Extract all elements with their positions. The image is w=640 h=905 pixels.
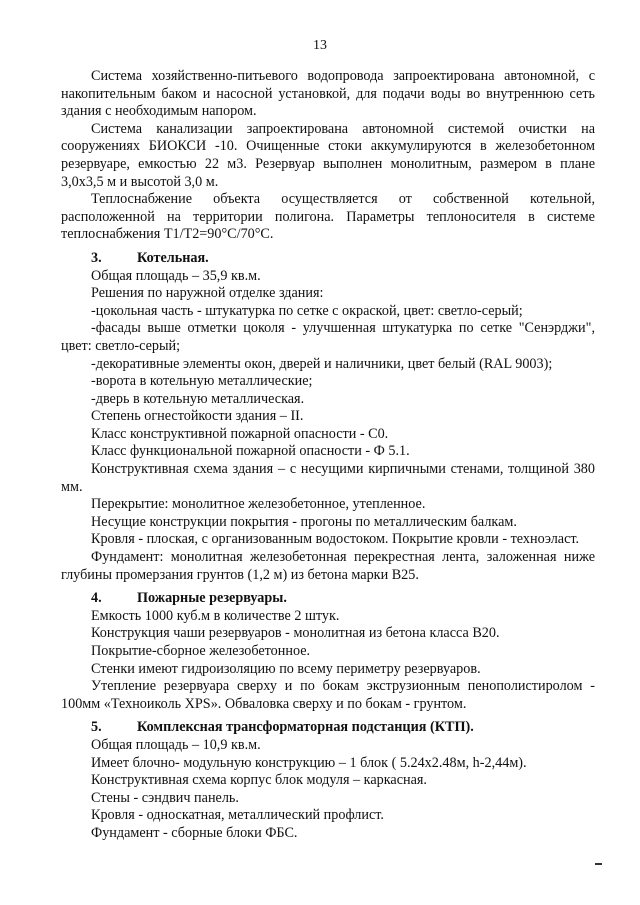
text-line: Класс функциональной пожарной опасности - Ф 5.1.	[91, 443, 410, 460]
section-heading-boiler-house	[61, 250, 595, 268]
page-edge-mark	[595, 863, 602, 865]
text-line: Перекрытие: монолитное железобетонное, утепленное.	[91, 496, 426, 513]
text-line: Решения по наружной отделке здания:	[91, 285, 324, 302]
text-line: Класс конструктивной пожарной опасности - С0.	[91, 425, 389, 442]
text-line: Имеет блочно- модульную конструкцию – 1 блок ( 5.24х2.48м, h-2,44м).	[91, 754, 527, 771]
section-number: 5.	[91, 719, 102, 736]
text-line: -декоративные элементы окон, дверей и наличники, цвет белый (RAL 9003);	[91, 355, 553, 372]
text-line: Конструктивная схема корпус блок модуля – каркасная.	[91, 772, 427, 789]
text-line: Кровля - плоская, с организованным водостоком. Покрытие кровли - техноэласт.	[91, 531, 580, 548]
text-line: Фундамент: монолитная железобетонная перекрестная лента, заложенная ниже глубины промерзания грунтов (1,2 м) из бетона марки В25.	[61, 549, 595, 583]
section-title: Котельная.	[137, 249, 209, 266]
text-line: Несущие конструкции покрытия - прогоны по металлическим балкам.	[91, 513, 517, 530]
paragraph-water-supply: Система хозяйственно-питьевого водопровода запроектирована автономной, с накопительным баком и насосной установкой, для подачи воды во внутреннюю сеть здания с необходимым напором.	[61, 68, 595, 120]
text-line: Общая площадь – 10,9 кв.м.	[91, 736, 261, 753]
text-line: Общая площадь – 35,9 кв.м.	[91, 267, 261, 284]
text-line: Степень огнестойкости здания – II.	[91, 408, 304, 425]
text-line: Кровля - односкатная, металлический профлист.	[91, 807, 384, 824]
text-line: -дверь в котельную металлическая.	[91, 390, 305, 407]
page-number: 13	[313, 38, 327, 53]
text-line: Фундамент - сборные блоки ФБС.	[91, 824, 298, 841]
text-line: Утепление резервуара сверху и по бокам экструзионным пенополистиролом - 100мм «Техноиколь XPS». Обваловка сверху и по бокам - грунтом.	[61, 678, 595, 712]
text-line: Стены - сэндвич панель.	[91, 789, 239, 806]
text-line: Стенки имеют гидроизоляцию по всему периметру резервуаров.	[91, 660, 481, 677]
section-title: Комплексная трансформаторная подстанция (КТП).	[137, 719, 474, 736]
text-line: Покрытие-сборное железобетонное.	[91, 643, 311, 659]
paragraph-sewerage: Система канализации запроектирована автономной системой очистки на сооружениях БИОКСИ -10. Очищенные стоки аккумулируются в железобетонном резервуаре, емкостью 22 м3. Резервуар выполнен монолитным, размером в плане 3,0х3,5 м и высотой 3,0 м.	[61, 120, 595, 190]
section-title: Пожарные резервуары.	[137, 590, 287, 607]
section-heading-substation	[61, 719, 595, 737]
text-line: Конструктивная схема здания – с несущими кирпичными стенами, толщиной 380 мм.	[61, 461, 595, 495]
paragraph-heating: Теплоснабжение объекта осуществляется от собственной котельной, расположенной на территории полигона. Параметры теплоносителя в системе теплоснабжения Т1/Т2=90°С/70°С.	[61, 191, 595, 243]
section-heading-fire-reservoirs	[61, 590, 595, 608]
text-line: Емкость 1000 куб.м в количестве 2 штук.	[91, 607, 340, 624]
text-line: -фасады выше отметки цоколя - улучшенная штукатурка по сетке "Сенэрджи", цвет: светло-серый;	[61, 320, 595, 354]
section-number: 3.	[91, 249, 102, 266]
document-body	[61, 68, 595, 843]
text-line: Конструкция чаши резервуаров - монолитная из бетона класса В20.	[91, 625, 500, 642]
text-line: -цокольная часть - штукатурка по сетке с окраской, цвет: светло-серый;	[91, 302, 523, 319]
section-number: 4.	[91, 590, 102, 607]
text-line: -ворота в котельную металлические;	[91, 373, 313, 390]
